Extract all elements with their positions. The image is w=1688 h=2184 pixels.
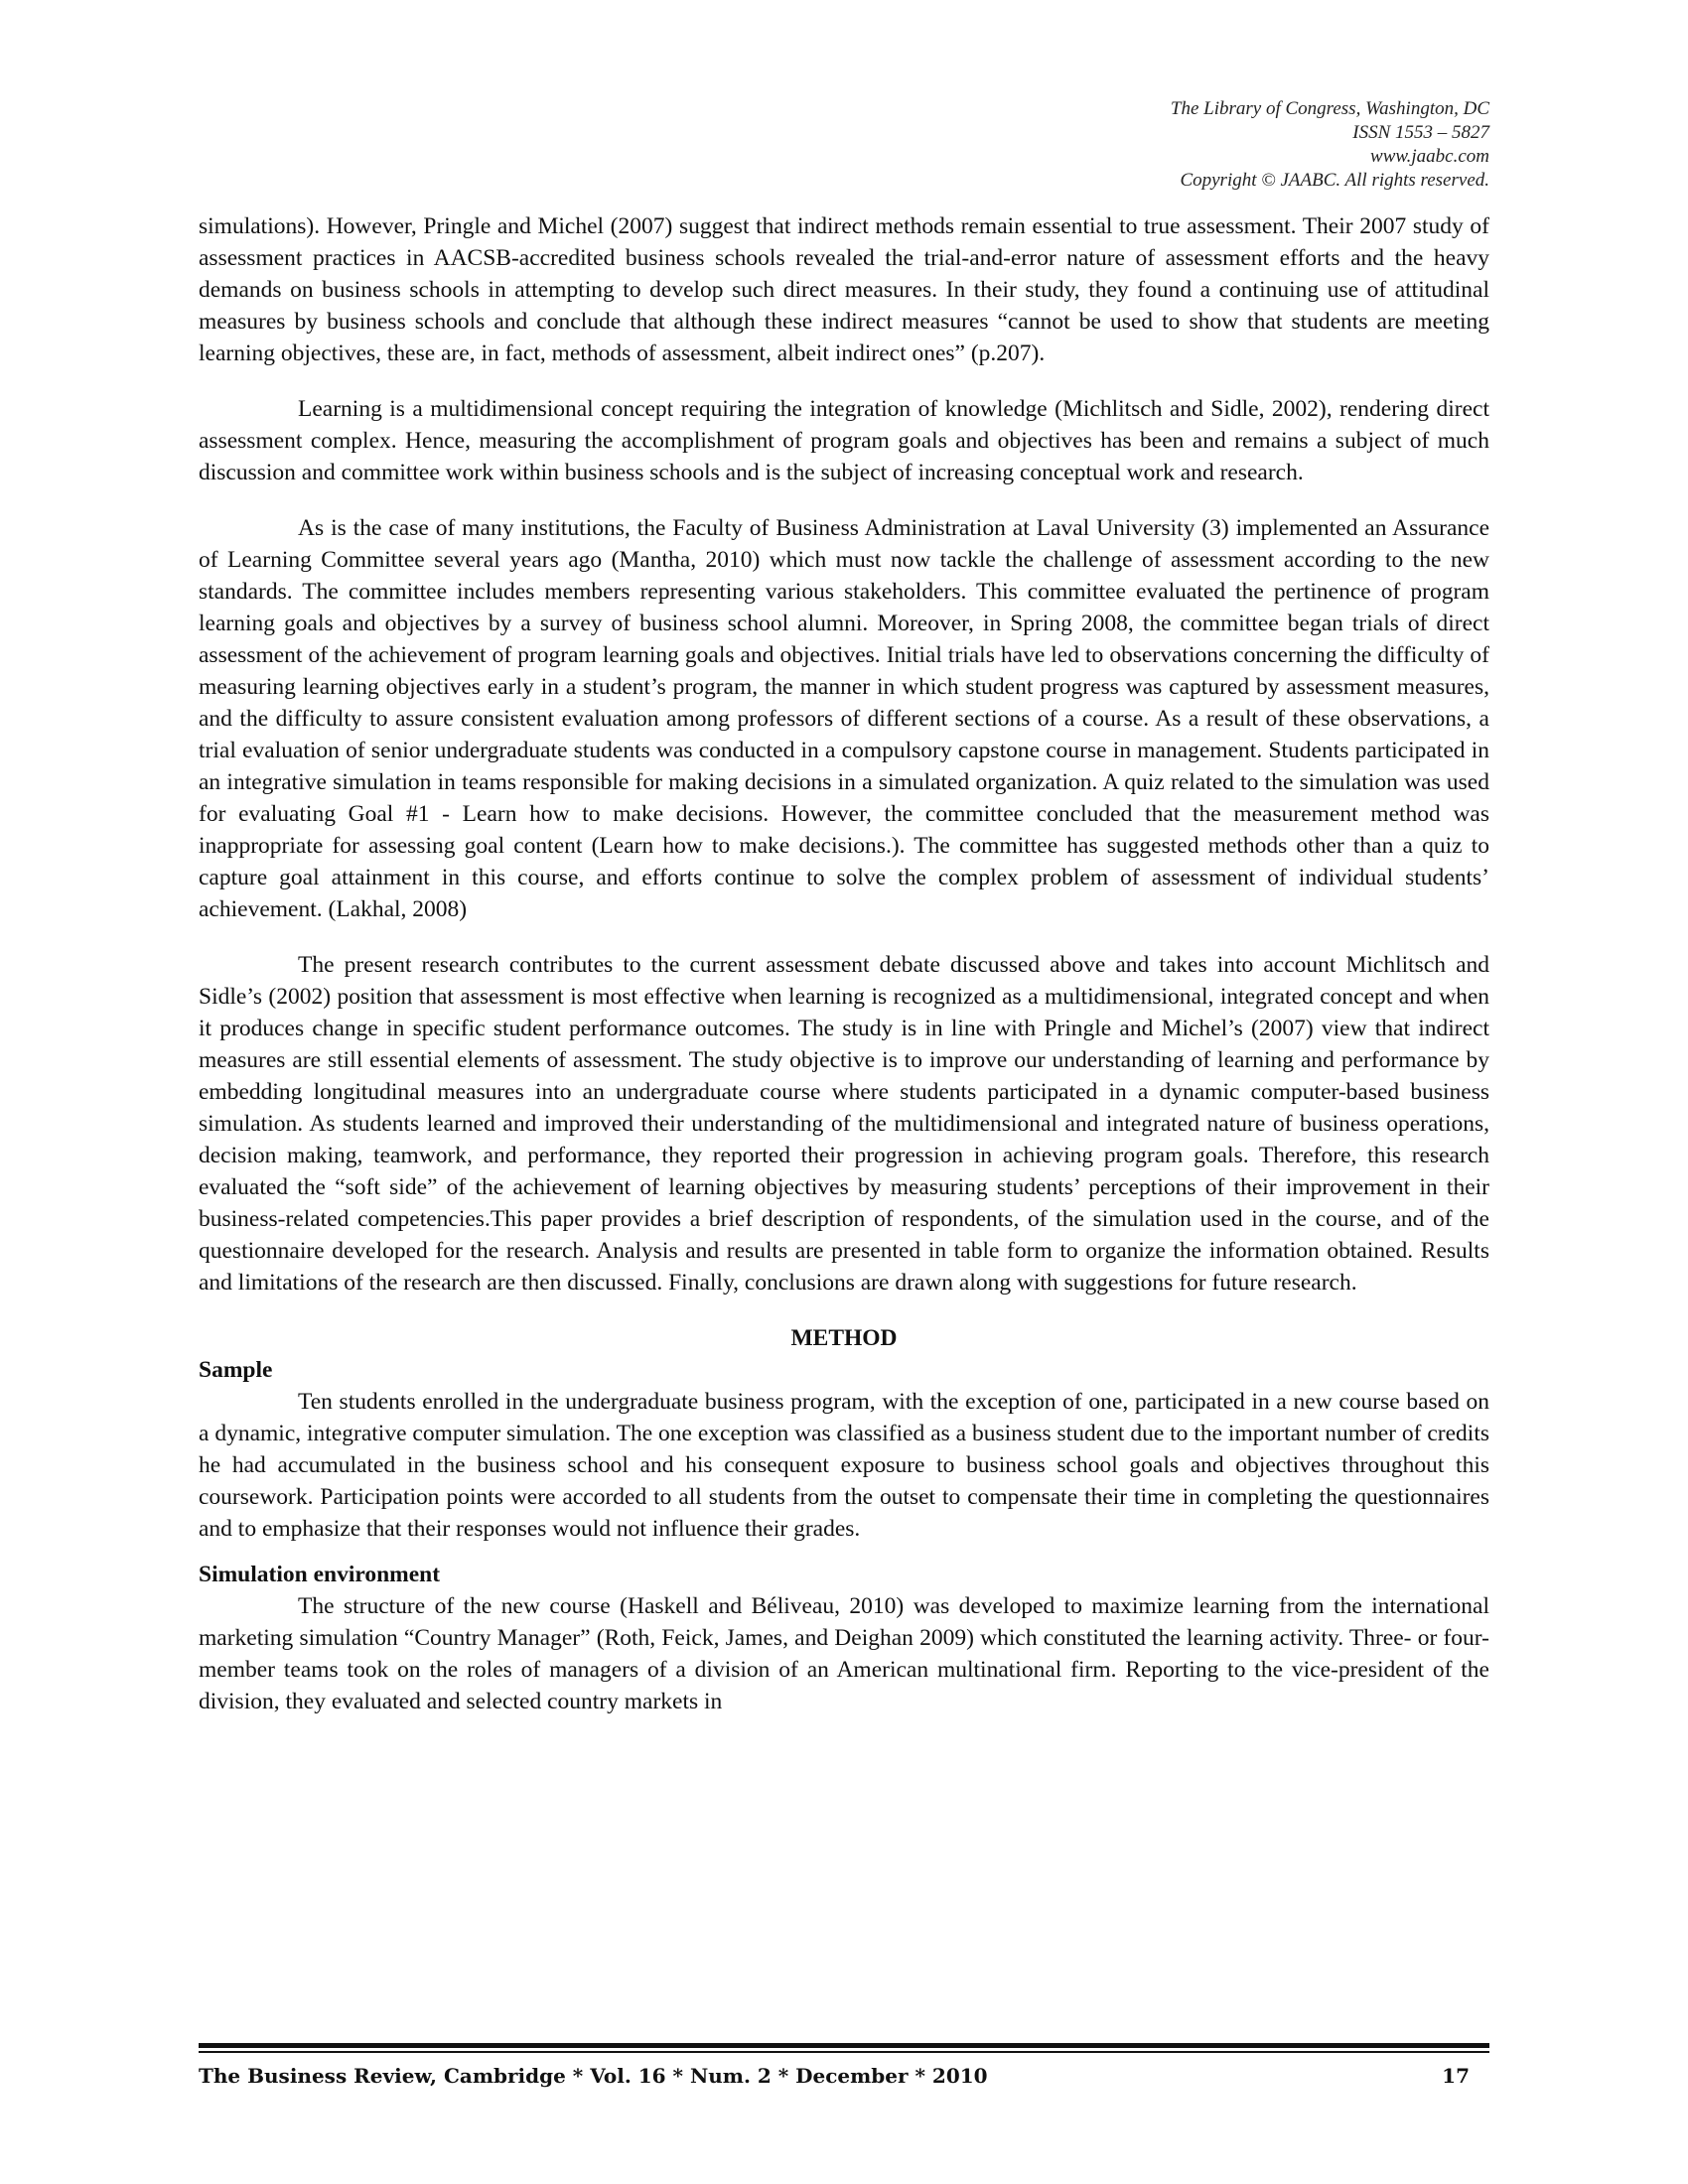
paragraph-laval: As is the case of many institutions, the Faculty of Business Administration at Laval University (3) implemented an Assurance of Learning Committee several years ago (Mantha, 2010) which must now tackle the challenge of assessment according to the new standards. The committee includes members representing various stakeholders. This committee evaluated the pertinence of program learning goals and objectives by a survey of business school alumni. Moreover, in Spring 2008, the committee began trials of direct assessment of the achievement of program learning goals and objectives. Initial trials have led to observations concerning the difficulty of measuring learning objectives early in a student’s program, the manner in which student progress was captured by assessment measures, and the difficulty to assure consistent evaluation among professors of different sections of a course. As a result of these observations, a trial evaluation of senior undergraduate students was conducted in a compulsory capstone course in management. Students participated in an integrative simulation in teams responsible for making decisions in a simulated organization. A quiz related to the simulation was used for evaluating Goal #1 - Learn how to make decisions. However, the committee concluded that the measurement method was inappropriate for assessing goal content (Learn how to make decisions.). The committee has suggested methods other than a quiz to capture goal attainment in this course, and efforts continue to solve the complex problem of assessment of individual students’ achievement. (Lakhal, 2008): [199, 515, 1489, 922]
running-header: [1171, 97, 1489, 193]
header-issn: ISSN 1553 – 5827: [1352, 122, 1489, 143]
paragraph-learning: Learning is a multidimensional concept requiring the integration of knowledge (Michlitsch and Sidle, 2002), rendering direct assessment complex. Hence, measuring the accomplishment of program goals and objectives has been and remains a subject of much discussion and committee work within business schools and is the subject of increasing conceptual work and research.: [199, 396, 1489, 485]
subheading-sample: Sample: [199, 1357, 273, 1383]
footer-rule-thick: [199, 2043, 1489, 2048]
footer-journal-citation: The Business Review, Cambridge * Vol. 16 * Num. 2 * December * 2010: [199, 2064, 988, 2088]
subheading-simulation-environment: Simulation environment: [199, 1562, 441, 1587]
paragraph-present-research: The present research contributes to the current assessment debate discussed above and takes into account Michlitsch and Sidle’s (2002) position that assessment is most effective when learning is recognized as a multidimensional, integrated concept and when it produces change in specific student performance outcomes. The study is in line with Pringle and Michel’s (2007) view that indirect measures are still essential elements of assessment. The study objective is to improve our understanding of learning and performance by embedding longitudinal measures into an undergraduate course where students participated in a dynamic computer-based business simulation. As students learned and improved their understanding of the multidimensional and integrated nature of business operations, decision making, teamwork, and performance, they reported their progression in achieving program goals. Therefore, this research evaluated the “soft side” of the achievement of learning objectives by measuring students’ perceptions of their improvement in their business-related competencies.This paper provides a brief description of respondents, of the simulation used in the course, and of the questionnaire developed for the research. Analysis and results are presented in table form to organize the information obtained. Results and limitations of the research are then discussed. Finally, conclusions are drawn along with suggestions for future research.: [199, 952, 1489, 1296]
paragraph-simulation-environment: The structure of the new course (Haskell and Béliveau, 2010) was developed to maximize learning from the international marketing simulation “Country Manager” (Roth, Feick, James, and Deighan 2009) which constituted the learning activity. Three- or four-member teams took on the roles of managers of a division of an American multinational firm. Reporting to the vice-president of the division, they evaluated and selected country markets in: [199, 1593, 1489, 1714]
footer-page-number: 17: [1442, 2064, 1470, 2088]
header-website: www.jaabc.com: [1370, 146, 1489, 167]
section-heading-method: METHOD: [790, 1325, 898, 1351]
paragraph-continuation: simulations). However, Pringle and Michel (2007) suggest that indirect methods remain essential to true assessment. Their 2007 study of assessment practices in AACSB-accredited business schools revealed the trial-and-error nature of assessment efforts and the heavy demands on business schools in attempting to develop such direct measures. In their study, they found a continuing use of attitudinal measures by business schools and conclude that although these indirect measures “cannot be used to show that students are meeting learning objectives, these are, in fact, methods of assessment, albeit indirect ones” (p.207).: [199, 213, 1489, 366]
footer-rule-thin: [199, 2051, 1489, 2053]
header-copyright: Copyright © JAABC. All rights reserved.: [1180, 170, 1489, 191]
header-publisher: The Library of Congress, Washington, DC: [1170, 98, 1489, 119]
paragraph-sample: Ten students enrolled in the undergraduate business program, with the exception of one, participated in a new course based on a dynamic, integrative computer simulation. The one exception was classified as a business student due to the important number of credits he had accumulated in the business school and his consequent exposure to business school goals and objectives throughout this coursework. Participation points were accorded to all students from the outset to compensate their time in completing the questionnaires and to emphasize that their responses would not influence their grades.: [199, 1389, 1489, 1542]
article-body: [199, 210, 1489, 1717]
